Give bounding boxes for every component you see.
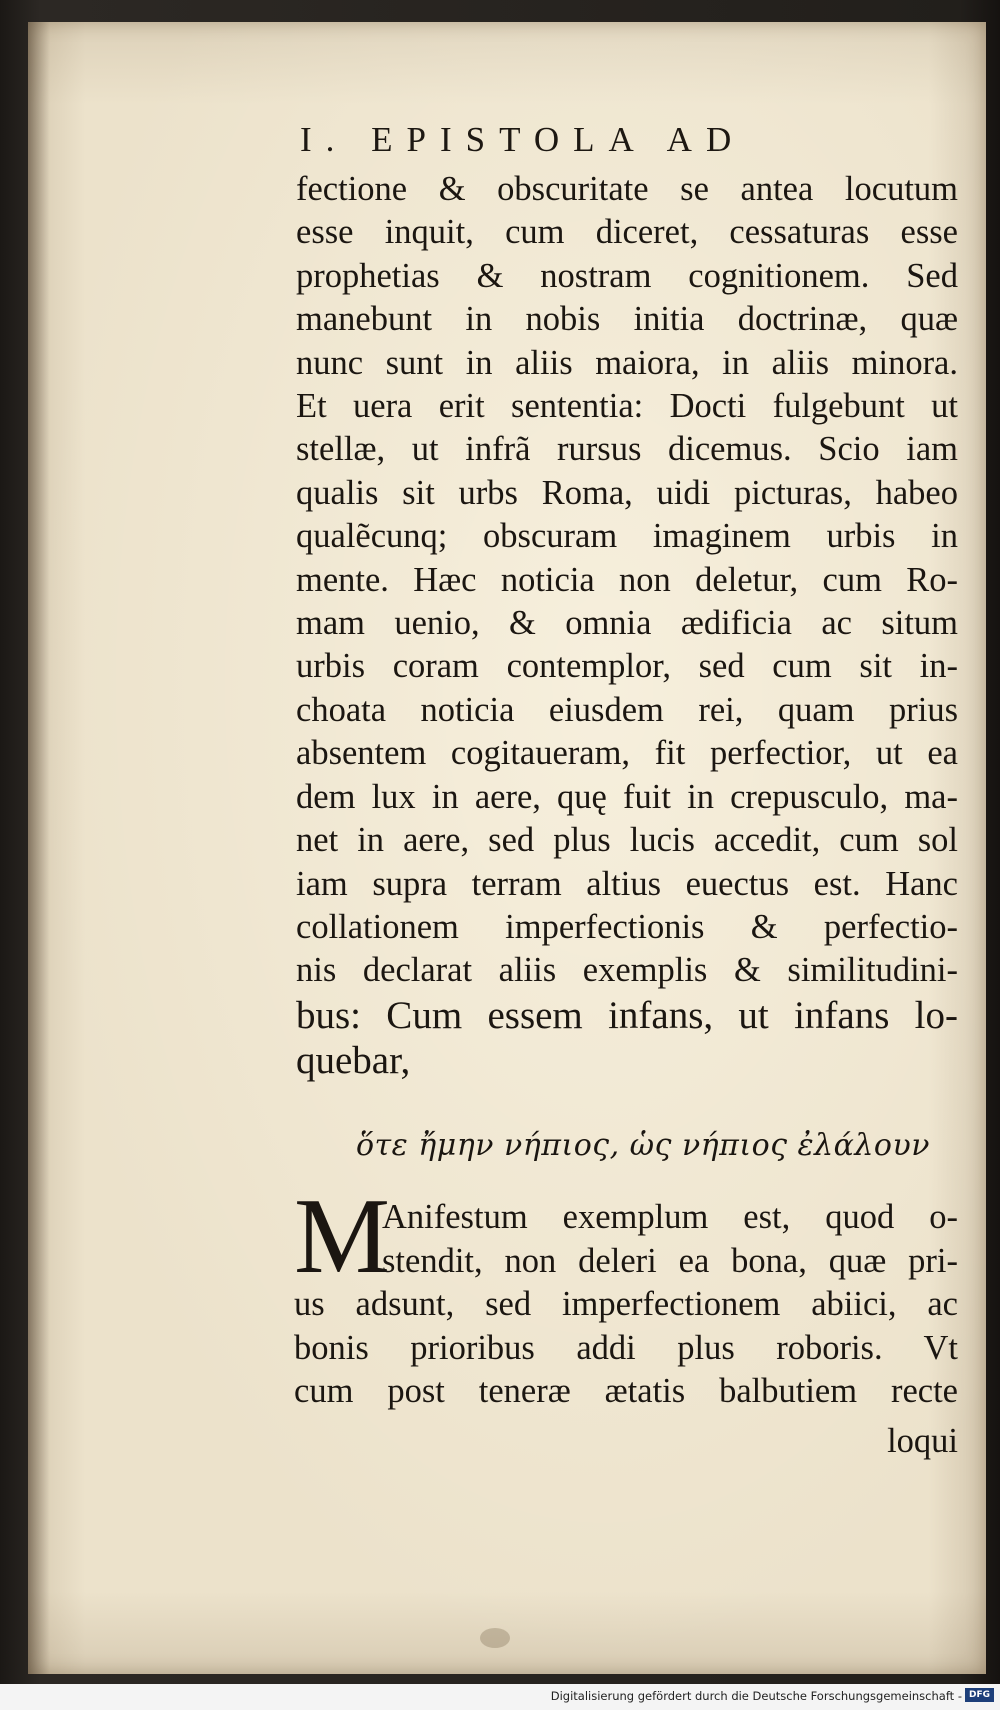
text-line: nis declarat aliis exemplis & similitudini- <box>296 951 958 990</box>
text-line: qualis sit urbs Roma, uidi picturas, habeo <box>296 473 958 512</box>
text-line: cum post teneræ ætatis balbutiem recte <box>294 1372 958 1411</box>
text-line: dem lux in aere, quę fuit in crepusculo, ma- <box>296 777 958 816</box>
text-line: absentem cogitaueram, fit perfectior, ut ea <box>296 734 958 773</box>
text-line: us adsunt, sed imperfectionem abiici, ac <box>294 1285 958 1324</box>
text-line: Anifestum exemplum est, quod o- <box>382 1198 958 1236</box>
greek-quotation: ὅτε ἤμην νήπιος, ὡς νήπιος ἐλάλουν <box>356 1128 930 1163</box>
ink-smudge <box>480 1628 510 1648</box>
text-line: nunc sunt in aliis maiora, in aliis minora. <box>296 343 958 382</box>
page-gutter-shadow <box>28 22 50 1674</box>
text-line: fectione & obscuritate se antea locutum <box>296 170 958 208</box>
main-text-block <box>296 168 958 1083</box>
text-line: net in aere, sed plus lucis accedit, cum sol <box>296 821 958 860</box>
footer-credit: Digitalisierung gefördert durch die Deutsche Forschungsgemeinschaft - <box>550 1689 962 1703</box>
dfg-logo: DFG <box>965 1688 994 1702</box>
text-line: bonis prioribus addi plus roboris. Vt <box>294 1328 958 1367</box>
text-line: mente. Hæc noticia non deletur, cum Ro- <box>296 560 958 599</box>
text-line: urbis coram contemplor, sed cum sit in- <box>296 647 958 686</box>
text-line: qualẽcunq; obscuram imaginem urbis in <box>296 517 958 556</box>
text-line: iam supra terram altius euectus est. Hanc <box>296 864 958 903</box>
running-head: I. EPISTOLA AD <box>300 120 746 159</box>
text-line: prophetias & nostram cognitionem. Sed <box>296 256 958 295</box>
text-line: collationem imperfectionis & perfectio- <box>296 907 958 946</box>
drop-capital: M <box>294 1177 391 1296</box>
text-line: mam uenio, & omnia ædificia ac situm <box>296 604 958 643</box>
text-line: esse inquit, cum diceret, cessaturas esse <box>296 213 958 252</box>
text-line: choata noticia eiusdem rei, quam prius <box>296 690 958 729</box>
text-line: stendit, non deleri ea bona, quæ pri- <box>382 1241 958 1280</box>
catchword: loqui <box>887 1422 958 1460</box>
second-paragraph <box>294 1196 958 1414</box>
text-line: quebar, <box>296 1038 411 1082</box>
text-line: Et uera erit sententia: Docti fulgebunt ut <box>296 387 958 426</box>
text-line: stellæ, ut infrã rursus dicemus. Scio iam <box>296 430 958 469</box>
text-line: manebunt in nobis initia doctrinæ, quæ <box>296 300 958 339</box>
text-line: bus: Cum essem infans, ut infans lo- <box>296 993 958 1037</box>
